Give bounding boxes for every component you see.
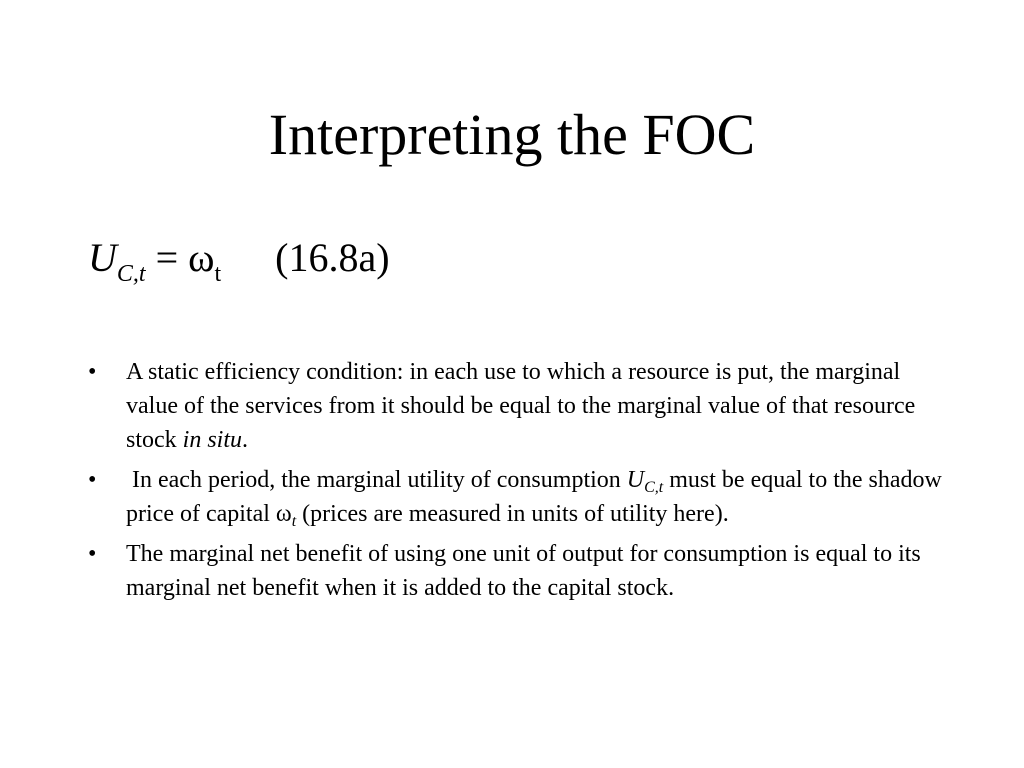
bullet-text: (prices are measured in units of utility here). (296, 501, 729, 527)
bullet-symbol: ω (275, 501, 292, 527)
bullet-marker: • (88, 541, 97, 567)
bullet-symbol-subscript: C,t (644, 479, 664, 496)
bullet-item (88, 355, 948, 457)
bullet-text: A static efficiency condition: in each use to which a resource is put, the marginal value of the services from it should be equal to the marginal value of that resource stock (126, 359, 916, 453)
bullet-item (88, 463, 948, 531)
bullet-item (88, 537, 948, 605)
equation-rhs-subscript: t (214, 261, 222, 287)
bullet-symbol: U (626, 467, 645, 493)
bullet-text: The marginal net benefit of using one unit of output for consumption is equal to its marginal net benefit when it is added to the capital stock. (126, 541, 921, 601)
bullet-list (88, 355, 948, 611)
bullet-text: must be equal to the shadow price of capital (126, 467, 942, 527)
bullet-symbol-subscript: t (291, 513, 297, 530)
equation-equals: = (155, 235, 179, 280)
bullet-text: . (242, 427, 249, 453)
equation-number: (16.8a) (275, 235, 390, 280)
equation-rhs-symbol: ω (188, 235, 215, 280)
equation-lhs-subscript: C,t (116, 261, 146, 287)
slide-title: Interpreting the FOC (268, 102, 756, 167)
bullet-marker: • (88, 467, 97, 493)
equation-lhs-symbol: U (88, 235, 117, 280)
equation-16-8a (88, 234, 390, 287)
bullet-marker: • (88, 359, 97, 385)
bullet-italic-text: in situ (182, 427, 243, 453)
bullet-text: In each period, the marginal utility of consumption (126, 467, 627, 493)
